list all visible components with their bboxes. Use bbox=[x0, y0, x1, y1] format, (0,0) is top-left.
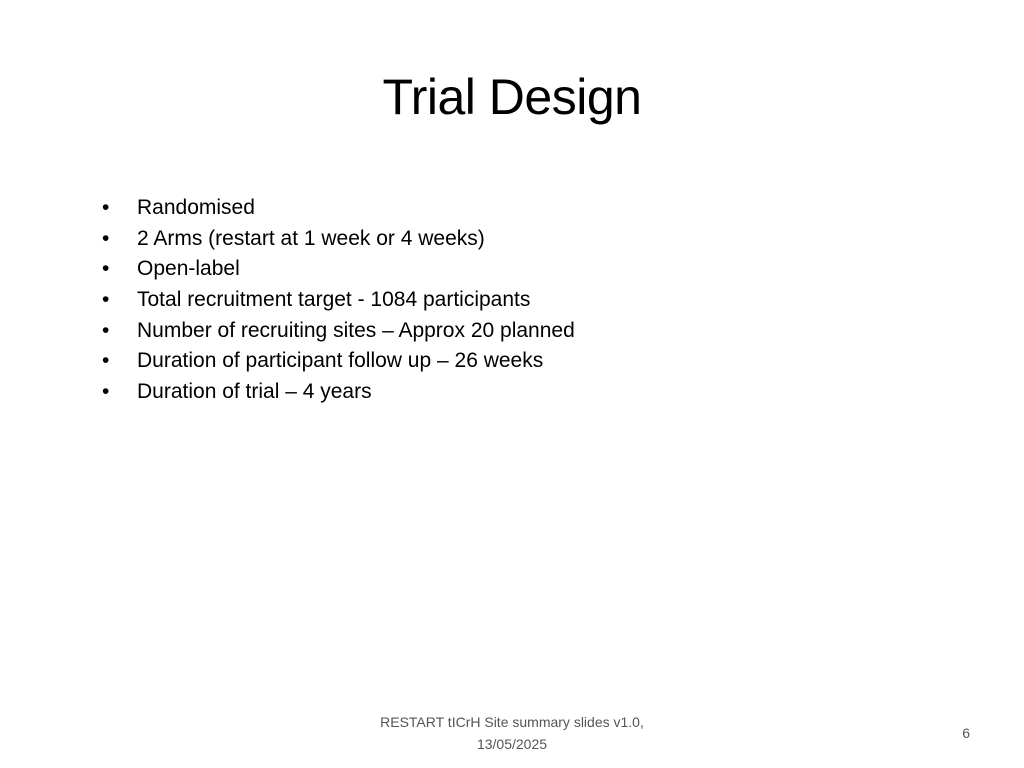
bullet-text: 2 Arms (restart at 1 week or 4 weeks) bbox=[137, 226, 485, 250]
bullet-item bbox=[102, 377, 942, 408]
slide-title: Trial Design bbox=[382, 69, 642, 125]
bullet-item bbox=[102, 224, 942, 255]
bullet-text: Duration of participant follow up – 26 weeks bbox=[137, 349, 544, 373]
bullet-text: Randomised bbox=[137, 196, 255, 219]
bullet-item bbox=[102, 254, 942, 285]
bullet-text: Total recruitment target - 1084 participants bbox=[137, 288, 531, 312]
footer-text-line-2: 13/05/2025 bbox=[476, 736, 548, 752]
bullet-dot: • bbox=[102, 257, 110, 281]
bullet-item bbox=[102, 346, 942, 377]
bullet-dot: • bbox=[102, 226, 110, 250]
bullet-item bbox=[102, 193, 942, 224]
bullet-dot: • bbox=[102, 318, 110, 342]
bullet-dot: • bbox=[102, 288, 110, 312]
bullet-text: Open-label bbox=[137, 257, 240, 281]
slide-number: 6 bbox=[962, 725, 970, 741]
bullet-dot: • bbox=[102, 349, 110, 373]
bullet-dot: • bbox=[102, 196, 110, 219]
bullet-dot: • bbox=[102, 380, 110, 404]
bullet-item bbox=[102, 316, 942, 347]
bullet-text: Number of recruiting sites – Approx 20 planned bbox=[137, 318, 575, 342]
bullet-item bbox=[102, 285, 942, 316]
footer-text-line-1: RESTART tICrH Site summary slides v1.0, bbox=[380, 714, 644, 730]
slide-footer bbox=[312, 711, 712, 755]
bullet-list bbox=[102, 193, 942, 408]
bullet-text: Duration of trial – 4 years bbox=[137, 380, 372, 404]
